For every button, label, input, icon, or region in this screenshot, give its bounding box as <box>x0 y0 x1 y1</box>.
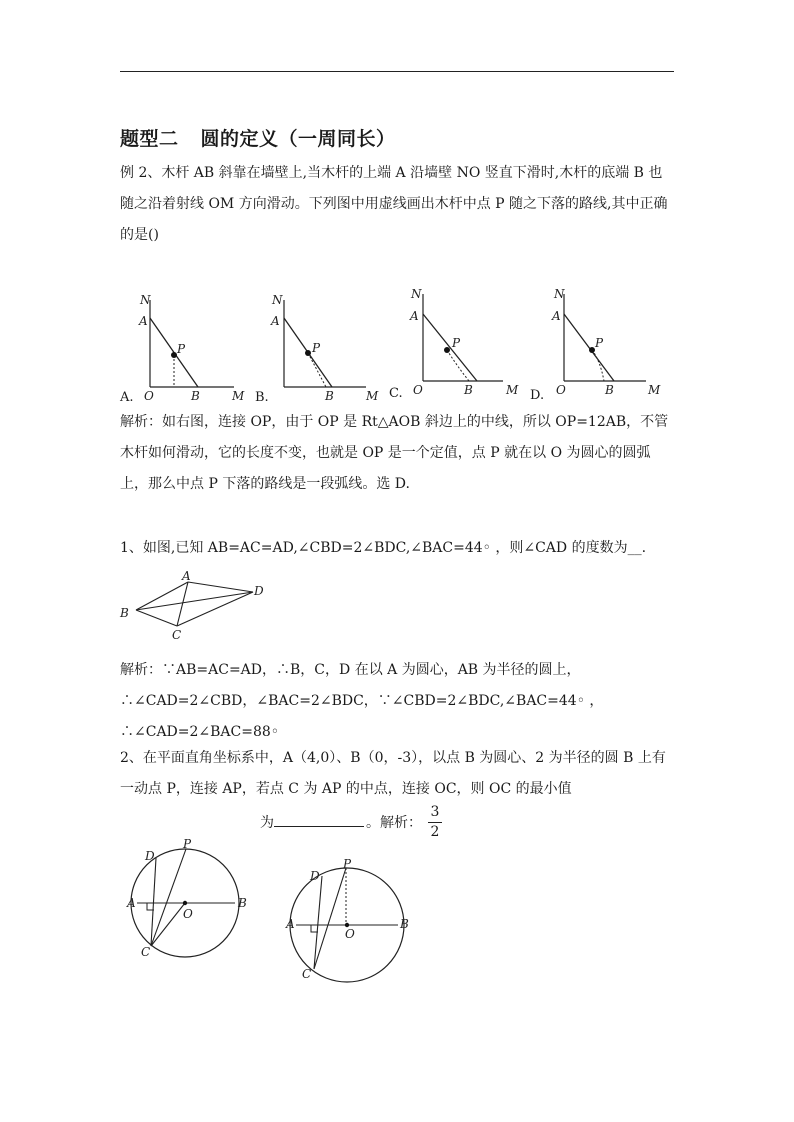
fig-a-label-m: M <box>232 389 245 403</box>
q2-answer-line <box>260 812 422 832</box>
fig-d-label-o: O <box>556 383 566 397</box>
figure-choice-a <box>136 290 246 405</box>
fig-d-label-m: M <box>648 383 661 397</box>
fig-a-label-p: P <box>177 342 186 356</box>
fig-c-label-n: N <box>411 287 422 301</box>
fig-c-label-a: A <box>410 309 419 323</box>
fig-b-label-b: B <box>325 389 334 403</box>
q2r-label-p: P <box>343 857 352 871</box>
fig-b-label-p: P <box>312 341 321 355</box>
q1-label-d: D <box>254 584 264 598</box>
heading-label: 题型二 <box>120 128 179 150</box>
q2-answer-numerator: 3 <box>430 804 440 820</box>
fig-c-label-b: B <box>464 383 473 397</box>
figure-choice-c <box>407 284 517 399</box>
fig-b-label-a: A <box>271 314 280 328</box>
q2-answer-denominator: 2 <box>430 824 440 840</box>
fig-a-label-o: O <box>144 389 154 403</box>
figure-choice-d <box>548 284 661 399</box>
fig-a-label-b: B <box>191 389 200 403</box>
fig-a-label-n: N <box>140 293 151 307</box>
q2-answer-blank[interactable] <box>274 812 364 827</box>
q2-blank-prefix: 为 <box>260 815 274 831</box>
fig-d-label-b: B <box>605 383 614 397</box>
q2r-label-d: D <box>310 869 320 883</box>
figure-q2-circle-right <box>285 858 415 983</box>
fig-d-label-a: A <box>552 309 561 323</box>
section-heading <box>120 124 396 151</box>
q1-analysis: 解析：∵AB=AC=AD，∴B，C，D 在以 A 为圆心，AB 为半径的圆上，∴∠CAD=2∠CBD，∠BAC=2∠BDC，∵∠CBD=2∠BDC,∠BAC=44◦ ，∴∠CAD=2∠BAC=88◦ <box>120 662 604 740</box>
heading-title: 圆的定义（一周同长） <box>200 128 396 150</box>
q1-text: 1、如图,已知 AB=AC=AD,∠CBD=2∠BDC,∠BAC=44◦ ，则∠CAD 的度数为__. <box>120 540 647 556</box>
q2l-label-o: O <box>183 907 193 921</box>
choice-c: C. <box>389 386 403 401</box>
q2r-label-b: B <box>400 917 409 931</box>
q2l-label-b: B <box>238 896 247 910</box>
q2l-label-a: A <box>127 896 136 910</box>
q2l-label-p: P <box>183 837 192 851</box>
q2-blank-suffix: 。解析： <box>366 815 422 831</box>
figure-choice-b <box>270 290 380 405</box>
example-text: 例 2、木杆 AB 斜靠在墙壁上,当木杆的上端 A 沿墙壁 NO 竖直下滑时,木杆的底端 B 也随之沿着射线 OM 方向滑动。下列图中用虚线画出木杆中点 P 随之下落的路线,其中正确的是() <box>120 165 668 243</box>
q2r-label-c: C <box>302 967 312 981</box>
top-rule <box>120 71 674 72</box>
q1-label-c: C <box>172 628 182 642</box>
q2l-label-d: D <box>145 849 155 863</box>
q2-answer-fraction <box>428 804 442 841</box>
q2r-label-a: A <box>286 917 295 931</box>
fig-d-label-n: N <box>554 287 565 301</box>
fig-b-label-n: N <box>272 293 283 307</box>
fig-d-label-p: P <box>595 336 604 350</box>
choice-d: D. <box>530 388 545 403</box>
fig-a-label-a: A <box>139 314 148 328</box>
choice-b: B. <box>255 390 269 405</box>
q2r-label-o: O <box>345 927 355 941</box>
fig-c-label-p: P <box>452 336 461 350</box>
figure-q1-quadrilateral <box>115 570 275 642</box>
fig-c-label-m: M <box>506 383 519 397</box>
q2-text: 2、在平面直角坐标系中，A（4,0）、B（0，-3），以点 B 为圆心、2 为半径的圆 B 上有一动点 P，连接 AP，若点 C 为 AP 的中点，连接 OC，则 OC 的最小值 <box>120 750 666 797</box>
figure-q2-circle-left <box>125 838 255 958</box>
q1-label-b: B <box>120 606 129 620</box>
fig-b-label-m: M <box>366 389 379 403</box>
choice-a: A. <box>120 390 134 405</box>
fig-c-label-o: O <box>413 383 423 397</box>
example-analysis: 解析：如右图，连接 OP，由于 OP 是 Rt△AOB 斜边上的中线，所以 OP=12AB，不管木杆如何滑动，它的长度不变，也就是 OP 是一个定值，点 P 就在以 O 为圆心的圆弧上，那么中点 P 下落的路线是一段弧线。选 D. <box>120 414 669 492</box>
q2l-label-c: C <box>141 945 151 959</box>
q1-label-a: A <box>182 569 191 583</box>
